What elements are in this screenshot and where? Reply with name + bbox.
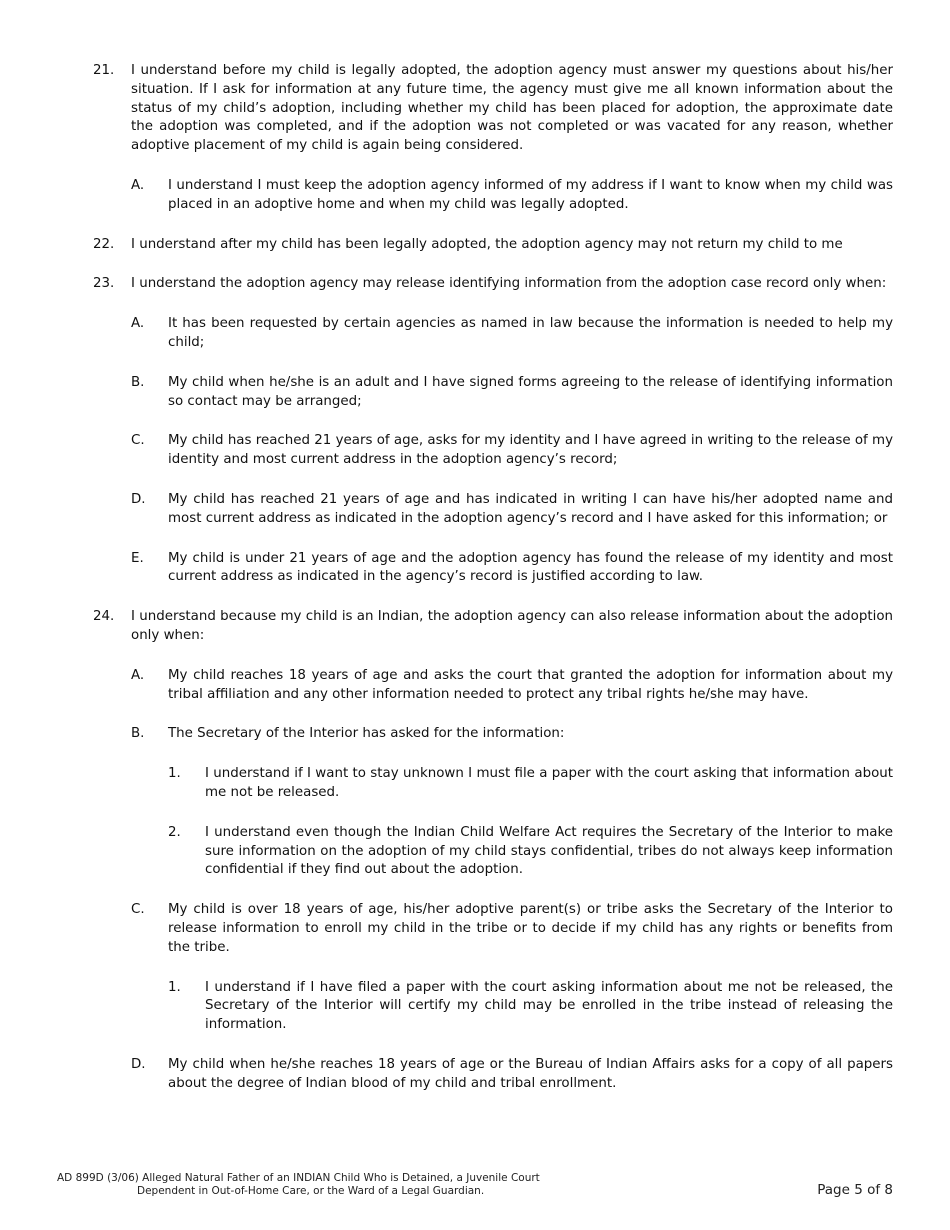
subclause-text: The Secretary of the Interior has asked for the information:: [168, 726, 565, 742]
clause-body: [131, 236, 893, 255]
subclause-body: [168, 725, 893, 880]
form-identifier: [57, 1172, 540, 1198]
subsubclause-text: I understand if I have filed a paper with the court asking information about me not be released, the Secretary of the Interior will certify my child may be enrolled in the tribe instead of releasing the information.: [205, 979, 893, 1033]
subsubclause-number: 1.: [168, 766, 181, 782]
clause-number: 23.: [93, 276, 115, 292]
subclause-letter: C.: [131, 433, 145, 449]
subclause-23d: [131, 491, 893, 529]
subclause-letter: A.: [131, 667, 145, 683]
subclause-text: My child reaches 18 years of age and asks the court that granted the adoption for information about my tribal affiliation and any other information needed to protect any tribal rights he/she may have.: [168, 667, 893, 702]
subclause-24c: [131, 901, 893, 1035]
subclause-text: I understand I must keep the adoption agency informed of my address if I want to know when my child was placed in an adoptive home and when my child was legally adopted.: [168, 177, 893, 212]
subsubclause-24c1: [168, 979, 893, 1035]
clause-21: [93, 62, 893, 215]
subclause-letter: D.: [131, 1056, 146, 1072]
subclause-letter: B.: [131, 726, 145, 742]
subclause-letter: D.: [131, 491, 146, 507]
subclause-letter: A.: [131, 316, 145, 332]
clause-number: 24.: [93, 609, 115, 625]
subclause-text: My child is under 21 years of age and the adoption agency has found the release of my identity and most current address as indicated in the agency’s record is justified according to law.: [168, 550, 893, 585]
subclause-24d: [131, 1056, 893, 1094]
subclause-21a: [131, 177, 893, 215]
clause-24: [93, 608, 893, 1093]
subsubclause-24b2: [168, 824, 893, 880]
clause-text: I understand after my child has been legally adopted, the adoption agency may not return my child to me: [131, 236, 843, 252]
subclause-letter: A.: [131, 177, 145, 193]
subclause-text: My child has reached 21 years of age, asks for my identity and I have agreed in writing to the release of my identity and most current address in the adoption agency’s record;: [168, 433, 893, 468]
subclause-23c: [131, 432, 893, 470]
subclause-letter: C.: [131, 902, 145, 918]
subsubclause-24b1: [168, 765, 893, 803]
subclause-23e: [131, 550, 893, 588]
clause-body: [131, 275, 893, 587]
subclause-text: My child when he/she is an adult and I have signed forms agreeing to the release of identifying information so contact may be arranged;: [168, 374, 893, 409]
clause-body: [131, 608, 893, 1093]
clause-text: I understand the adoption agency may release identifying information from the adoption case record only when:: [131, 276, 887, 292]
subclause-24b: [131, 725, 893, 880]
document-body: [93, 62, 893, 1114]
page-number: Page 5 of 8: [817, 1182, 893, 1198]
subsubclause-text: I understand even though the Indian Child Welfare Act requires the Secretary of the Interior to make sure information on the adoption of my child stays confidential, tribes do not always keep information confidential if they find out about the adoption.: [205, 824, 893, 878]
subclause-23a: [131, 315, 893, 353]
subsubclause-number: 2.: [168, 824, 181, 840]
subclause-letter: E.: [131, 550, 144, 566]
subclause-text: My child when he/she reaches 18 years of age or the Bureau of Indian Affairs asks for a copy of all papers about the degree of Indian blood of my child and tribal enrollment.: [168, 1056, 893, 1091]
form-identifier-line-2: Dependent in Out-of-Home Care, or the Ward of a Legal Guardian.: [137, 1185, 485, 1197]
subclause-text: My child has reached 21 years of age and has indicated in writing I can have his/her adopted name and most current address as indicated in the adoption agency’s record and I have asked for this information; or: [168, 491, 893, 526]
subsubclause-number: 1.: [168, 979, 181, 995]
subclause-24a: [131, 667, 893, 705]
clause-text: I understand because my child is an Indian, the adoption agency can also release information about the adoption only when:: [131, 609, 893, 643]
clause-number: 22.: [93, 236, 115, 252]
clause-23: [93, 275, 893, 587]
subclause-letter: B.: [131, 374, 145, 390]
subclause-text: It has been requested by certain agencies as named in law because the information is needed to help my child;: [168, 316, 893, 350]
clause-body: [131, 62, 893, 215]
form-identifier-line-1: AD 899D (3/06) Alleged Natural Father of an INDIAN Child Who is Detained, a Juvenile Court: [57, 1172, 540, 1184]
subclause-text: My child is over 18 years of age, his/her adoptive parent(s) or tribe asks the Secretary of the Interior to release information to enroll my child in the tribe or to decide if my child has any rights or benefits from the tribe.: [168, 902, 893, 955]
clause-22: [93, 236, 893, 255]
clause-number: 21.: [93, 63, 115, 78]
subsubclause-text: I understand if I want to stay unknown I must file a paper with the court asking that information about me not be released.: [205, 766, 893, 800]
subclause-body: [168, 901, 893, 1035]
subclause-23b: [131, 374, 893, 412]
clause-text: I understand before my child is legally adopted, the adoption agency must answer my questions about his/her situation. If I ask for information at any future time, the agency must give me all known information about the status of my child’s adoption, including whether my child has been placed for adoption, the approximate date the adoption was completed, and if the adoption was not completed or was vacated for any reason, whether adoptive placement of my child is again being considered.: [131, 63, 893, 154]
